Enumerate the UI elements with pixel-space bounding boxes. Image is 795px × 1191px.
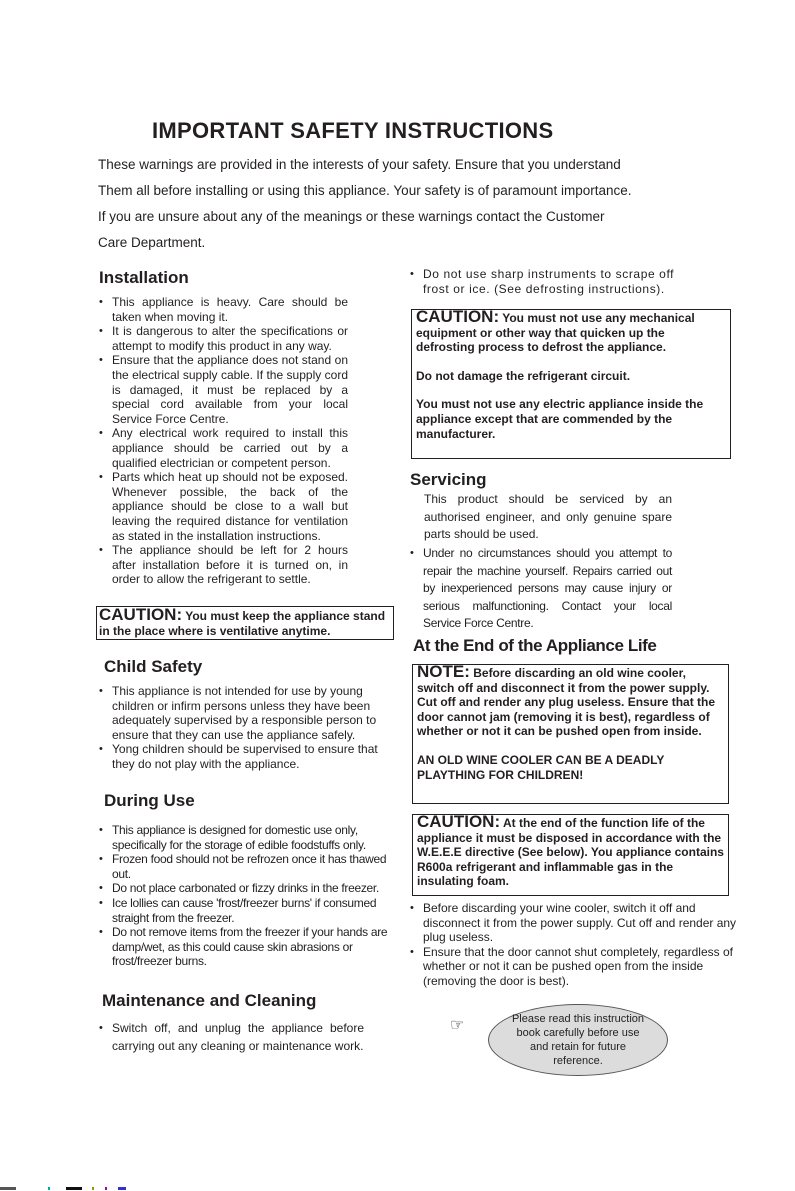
during-use-heading: During Use	[104, 791, 195, 810]
maintenance-list	[98, 1020, 364, 1055]
installation-heading: Installation	[99, 268, 189, 287]
reminder-oval	[488, 1004, 668, 1076]
list-item: • Any electrical work required to install this appliance should be carried out by a qualified electrician or competent person.	[98, 426, 348, 470]
list-item: • This appliance is not intended for use by young children or infirm persons unless they have been adequately supervised by a responsible person to ensure that they can use the appliance safely.	[98, 684, 398, 742]
list-item: • Before discarding your wine cooler, switch it off and disconnect it from the power supply. Cut off and render any plug useless.	[409, 901, 754, 945]
list-item: • Do not remove items from the freezer if your hands are damp/wet, as this could cause skin abrasions or frost/freezer burns.	[98, 925, 388, 969]
caution-label: CAUTION:	[99, 605, 183, 624]
caution-text: You must not use any electric appliance inside the appliance except that are commended by the manufacturer.	[416, 397, 704, 441]
list-item: • Frozen food should not be refrozen once it has thawed out.	[98, 852, 388, 881]
note-warning: AN OLD WINE COOLER CAN BE A DEADLY PLAYTHING FOR CHILDREN!	[417, 752, 665, 782]
page-title: IMPORTANT SAFETY INSTRUCTIONS	[152, 118, 554, 143]
list-item: • Ensure that the appliance does not stand on the electrical supply cable. If the supply cord is damaged, it must be replaced by a special cord available from your local Service Force Centre.	[98, 353, 348, 426]
list-item: • It is dangerous to alter the specifications or attempt to modify this product in any way.	[98, 324, 348, 353]
scan-artifact-strip	[0, 1187, 130, 1190]
child-safety-heading: Child Safety	[104, 657, 203, 676]
list-item: • Ensure that the door cannot shut completely, regardless of whether or not it can be pushed open from the inside (removing the door is best).	[409, 945, 754, 989]
caution-text: At the end of the function life of the appliance it must be disposed in accordance with the W.E.E.E directive (See below). You appliance contains R600a refrigerant and inflammable gas in the insulating foam.	[417, 816, 724, 889]
caution-label: CAUTION:	[417, 812, 501, 831]
list-item: • The appliance should be left for 2 hours after installation before it is turned on, in order to allow the refrigerant to settle.	[98, 543, 348, 587]
installation-list	[98, 295, 348, 587]
installation-caution-box	[96, 606, 394, 640]
list-item: • Switch off, and unplug the appliance before carrying out any cleaning or maintenance work.	[98, 1020, 364, 1055]
child-safety-list	[98, 684, 398, 772]
end-of-life-list	[409, 901, 754, 989]
intro-line: These warnings are provided in the interests of your safety. Ensure that you understand	[98, 157, 621, 172]
end-of-life-caution-box	[412, 814, 729, 896]
defrost-list	[409, 267, 684, 296]
list-item: • Under no circumstances should you attempt to repair the machine yourself. Repairs carried out by inexperienced persons may cause injury or serious malfunctioning. Contact your local Service Force Centre.	[409, 545, 672, 633]
end-of-life-note-box	[412, 664, 729, 804]
list-item: • This appliance is heavy. Care should be taken when moving it.	[98, 295, 348, 324]
pointing-hand-icon: ☞	[450, 1017, 465, 1034]
list-item: • Do not place carbonated or fizzy drinks in the freezer.	[98, 881, 388, 896]
caution-text: You must keep the appliance stand in the place where is ventilative anytime.	[99, 609, 386, 638]
servicing-paragraph: This product should be serviced by an authorised engineer, and only genuine spare parts should be used.	[424, 492, 672, 541]
defrost-caution-box	[411, 309, 731, 459]
end-of-life-heading: At the End of the Appliance Life	[413, 636, 657, 655]
reminder-text: Please read this instruction book carefully before use and retain for future reference.	[511, 1013, 645, 1067]
servicing-heading: Servicing	[410, 470, 487, 489]
caution-text: You must not use any mechanical equipment or other way that quicken up the defrosting process to defrost the appliance.	[416, 311, 695, 355]
note-text: Before discarding an old wine cooler, switch off and disconnect it from the power supply. Cut off and render any plug useless. Ensure that the door cannot jam (removing it is best), regardless of whether or not it can be pushed open from inside.	[417, 666, 716, 739]
servicing-list	[409, 545, 672, 633]
caution-text: Do not damage the refrigerant circuit.	[416, 368, 631, 383]
list-item: • Parts which heat up should not be exposed. Whenever possible, the back of the appliance should be close to a wall but leaving the required distance for ventilation as stated in the installation instructions.	[98, 470, 348, 543]
note-label: NOTE:	[417, 662, 470, 681]
list-item: • Ice lollies can cause 'frost/freezer burns' if consumed straight from the freezer.	[98, 896, 388, 925]
intro-line: Care Department.	[98, 235, 206, 250]
list-item: • This appliance is designed for domestic use only, specifically for the storage of edible foodstuffs only.	[98, 823, 388, 852]
intro-line: If you are unsure about any of the meanings or these warnings contact the Customer	[98, 209, 605, 224]
maintenance-heading: Maintenance and Cleaning	[102, 991, 317, 1010]
caution-label: CAUTION:	[416, 307, 500, 326]
intro-line: Them all before installing or using this appliance. Your safety is of paramount importance.	[98, 183, 632, 198]
list-item: • Do not use sharp instruments to scrape off frost or ice. (See defrosting instructions).	[409, 267, 684, 296]
during-use-list	[98, 823, 388, 969]
list-item: • Yong children should be supervised to ensure that they do not play with the appliance.	[98, 742, 398, 771]
